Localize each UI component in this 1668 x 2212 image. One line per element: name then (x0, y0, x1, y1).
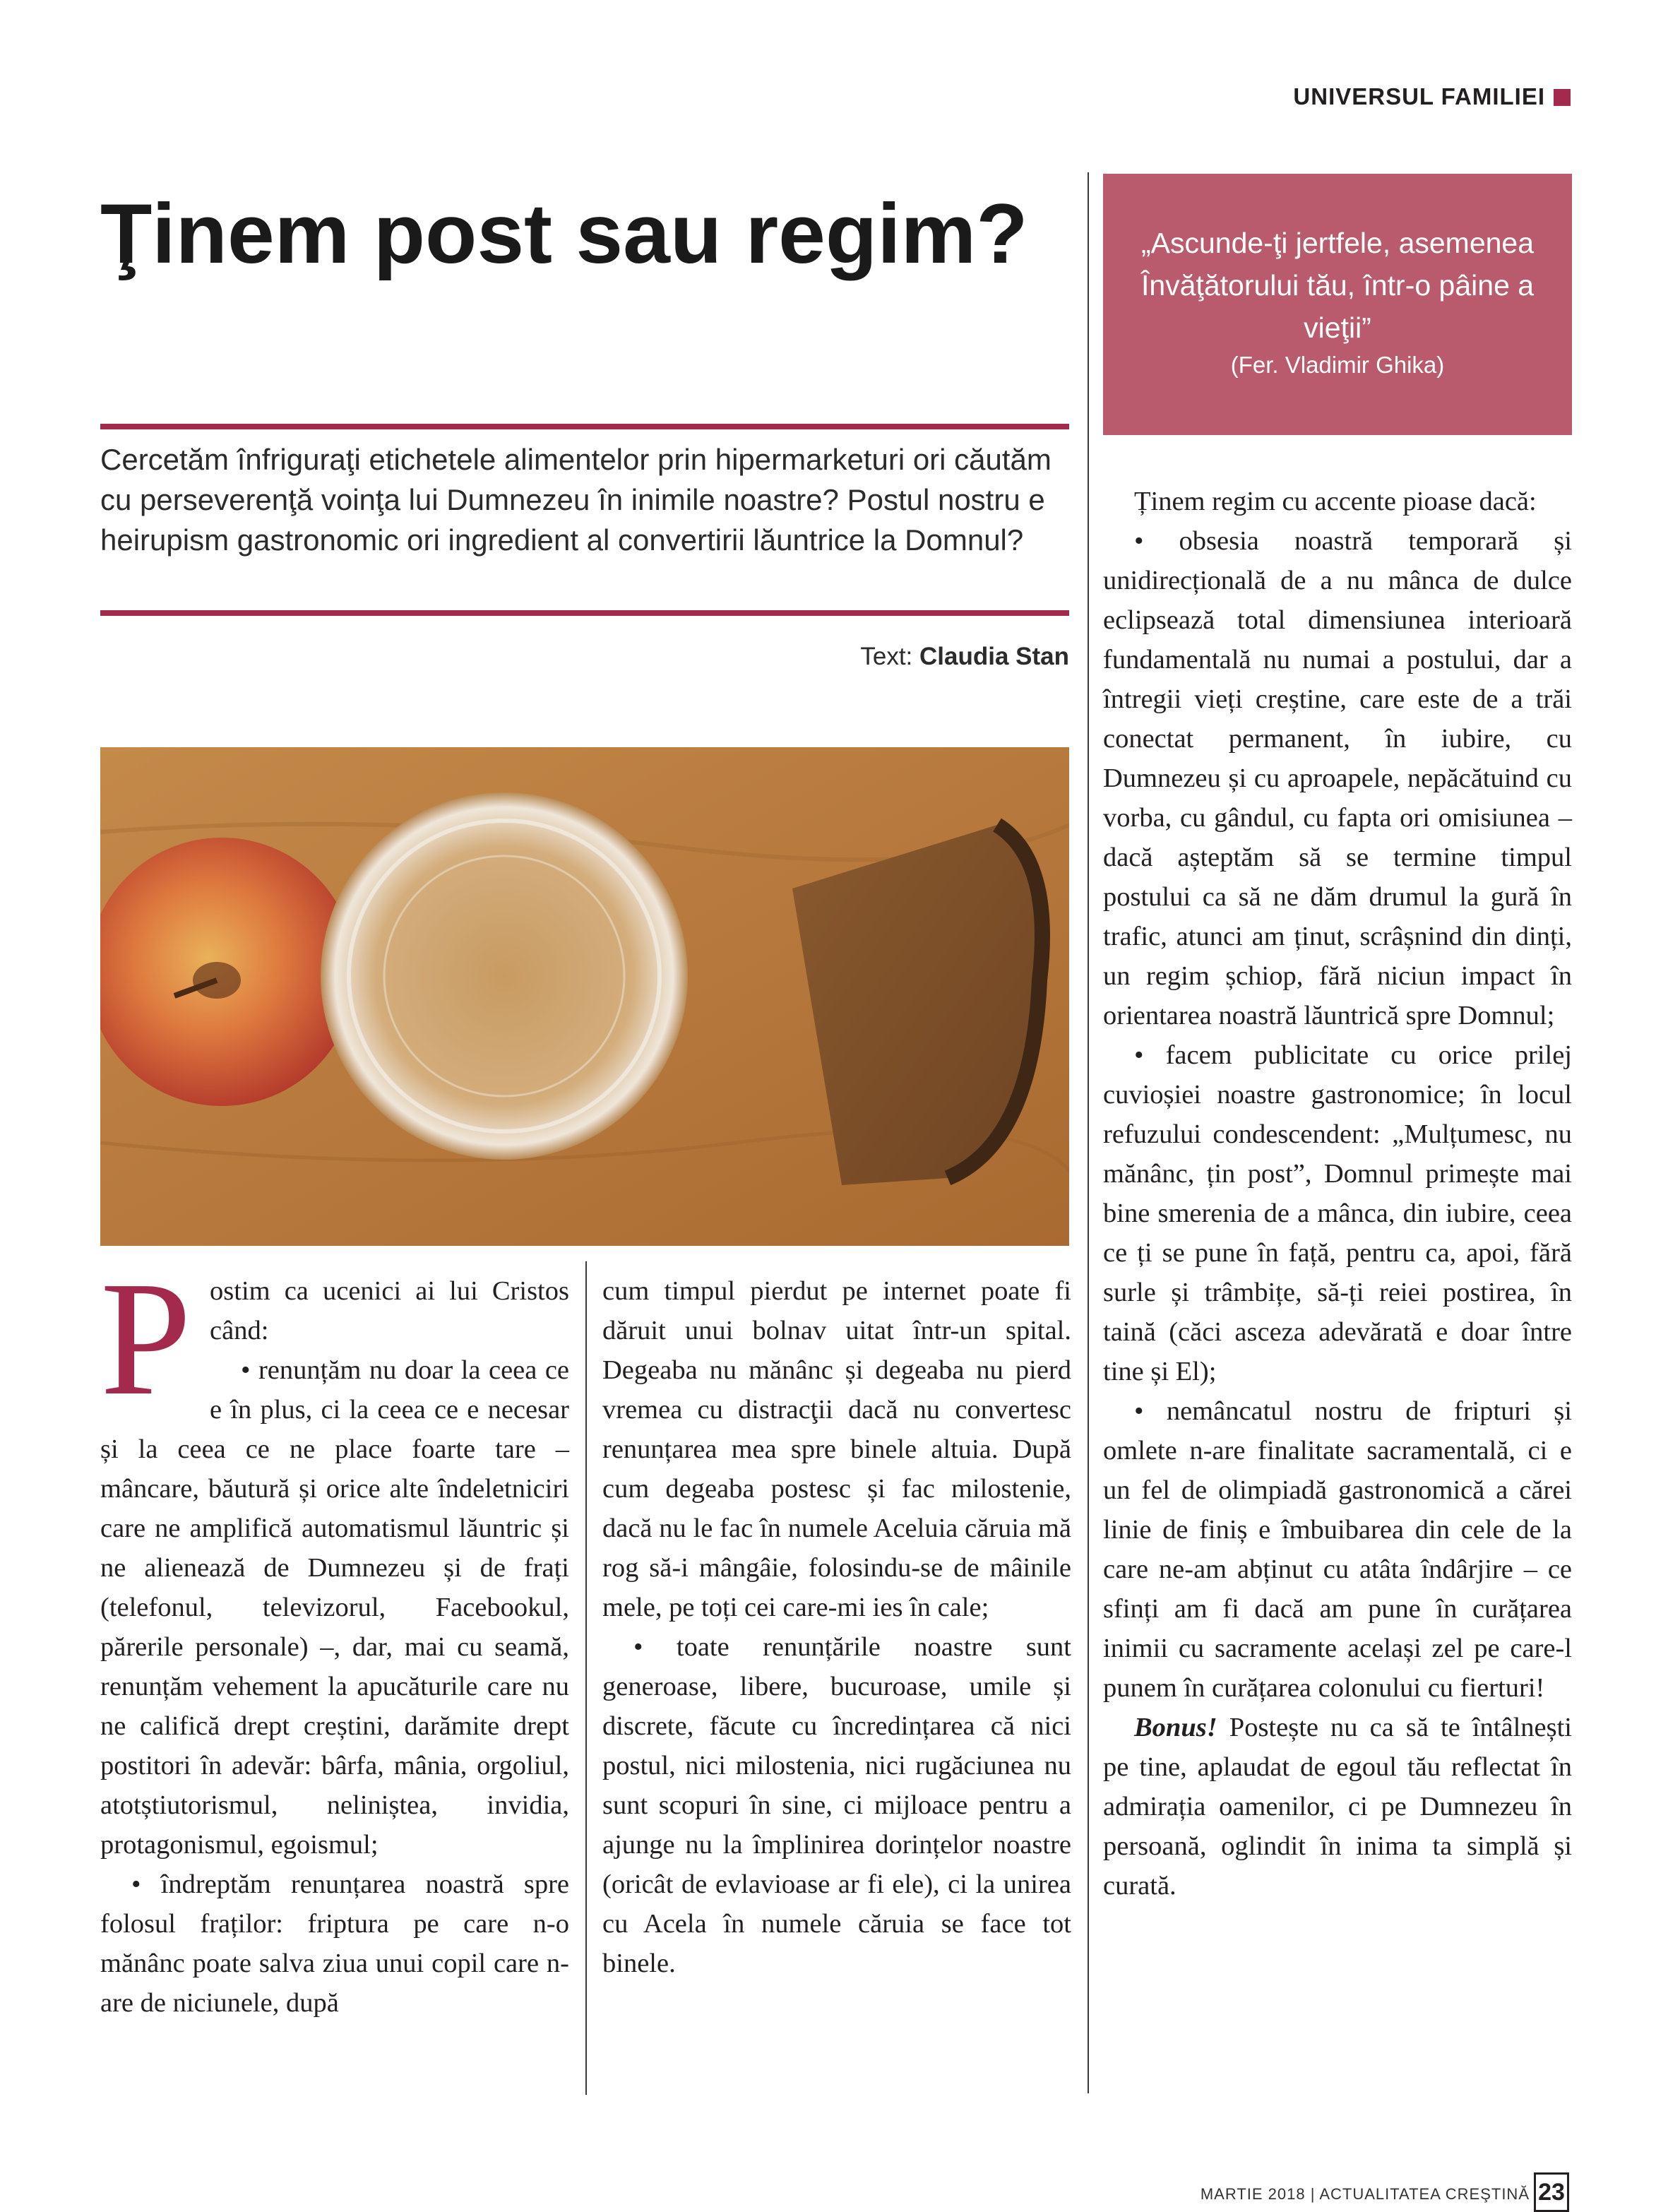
glass-of-water (321, 792, 688, 1160)
section-label: UNIVERSUL FAMILIEI (1293, 83, 1545, 109)
paragraph: • obsesia noastră temporară și unidirecțională de a nu mânca de dulce eclipsează total dimensiunea interioară fundamentală nu numai a postului, dar a întregii vieți creștine, care este de a trăi conectat permanent, în iubire, cu Dumnezeu și cu aproapele, nepăcătuind cu vorba, cu gândul, cu fapta ori omisiunea – dacă așteptăm să se termine timpul postului ca să ne dăm drumul la gură în trafic, atunci am ținut, scrâșnind din dinți, un regim șchiop, fără niciun impact în orientarea noastră lăuntrică spre Domnul; (1103, 526, 1572, 1030)
pull-quote-text: „Ascunde-ţi jertfele, asemenea Învăţătorului tău, într-o pâine a vieţii” (1140, 227, 1535, 344)
article-photo (100, 747, 1069, 1246)
lead-bottom-rule (100, 610, 1069, 616)
body-column-2 (602, 1271, 1071, 1983)
body-column-1 (100, 1248, 569, 2023)
paragraph: • renunțăm nu doar la ceea ce e în plus, ci la ceea ce e necesar și la ceea ce ne place foarte tare – mâncare, băutură și orice alte îndeletniciri care ne amplifică automatismul lăuntric și ne alienează de Dumnezeu și de frați (telefonul, televizorul, Facebookul, părerile personale) –, dar, mai cu seamă, renunțăm vehement la apucăturile care nu ne califică drept creștini, darămite drept postitori în adevăr: bârfa, mânia, orgoliul, atotștiutorismul, neliniștea, invidia, protagonismul, egoismul; (100, 1355, 569, 1860)
byline (727, 643, 1069, 671)
author-name: Claudia Stan (919, 643, 1069, 670)
column-divider-right (1088, 172, 1089, 2093)
section-marker-square (1554, 89, 1571, 106)
paragraph: • îndreptăm renunțarea noastră spre folosul fraților: friptura pe care n-o mănânc poate salva ziua unui copil care n-are de niciunele, după (100, 1869, 569, 2018)
paragraph: • facem publicitate cu orice prilej cuvioșiei noastre gastronomice; în locul refuzului condescendent: „Mulțumesc, nu mănânc, țin post”, Domnul primește mai bine smerenia de a mânca, din iubire, ceea ce ți se pune în față, pentru ca, apoi, fără surle și trâmbițe, să-ți reiei postirea, în taină (căci asceza adevărată e doar între tine și El); (1103, 1040, 1572, 1386)
paragraph: cum timpul pierdut pe internet poate fi dăruit unui bolnav uitat într-un spital. Degeaba nu mănânc și degeaba nu pierd vremea cu distracţii dacă nu convertesc renunțarea mea spre binele altuia. După cum degeaba postesc și fac milostenie, dacă nu le fac în numele Aceluia căruia mă rog să-i mângâie, folosindu-se de mâinile mele, pe toți cei care-mi ies în cale; (602, 1276, 1071, 1622)
bonus-text: Postește nu ca să te întâlnești pe tine, aplaudat de egoul tău reflectat în admirația oamenilor, ci pe Dumnezeu în persoană, oglindit în inima ta simplă și curată. (1103, 1713, 1572, 1901)
drop-cap: P (100, 1248, 192, 1429)
bonus-label: Bonus! (1134, 1713, 1217, 1742)
pull-quote-box (1103, 174, 1572, 435)
pull-quote-author: (Fer. Vladimir Ghika) (1230, 352, 1445, 378)
photo-illustration (100, 747, 1069, 1246)
body-column-3 (1103, 482, 1572, 1905)
paragraph: • nemâncatul nostru de fripturi și omlete n-are finalitate sacramentală, ci e un fel de olimpiadă gastronomică a cărei linie de finiș e îmbuibarea din cele de la care ne-am abținut cu atâta îndârjire – ce sfinți am fi dacă am pune în curățarea inimii cu sacramente același zel pe care-l punem în curățarea colonului cu fierturi! (1103, 1396, 1572, 1703)
page-number: 23 (1534, 2172, 1569, 2212)
footer-publication: MARTIE 2018 | ACTUALITATEA CREŞTINĂ (1200, 2185, 1530, 2203)
byline-prefix: Text: (860, 643, 913, 670)
article-title: Ţinem post sau regim? (100, 186, 1028, 281)
paragraph: • toate renunțările noastre sunt generoase, libere, bucuroase, umile și discrete, făcute cu încredințarea că nici postul, nici milostenia, nici rugăciunea nu sunt scopuri în sine, ci mijloace pentru a ajunge nu la împlinirea dorințelor noastre (oricât de evlavioase ar fi ele), ci la unirea cu Acela în numele căruia se face tot binele. (602, 1632, 1071, 1978)
lead-top-rule (100, 424, 1069, 429)
paragraph: Ținem regim cu accente pioase dacă: (1134, 487, 1537, 516)
article-lead: Cercetăm înfriguraţi etichetele alimentelor prin hipermarketuri ori căutăm cu perseverenţă voinţa lui Dumnezeu în inimile noastre? Postul nostru e heirupism gastronomic ori ingredient al convertirii lăuntrice la Domnul? (100, 443, 1052, 557)
bonus-paragraph (1103, 1708, 1572, 1905)
paragraph: ostim ca ucenici ai lui Cristos când: (210, 1276, 569, 1345)
column-divider-middle (585, 1261, 587, 2095)
